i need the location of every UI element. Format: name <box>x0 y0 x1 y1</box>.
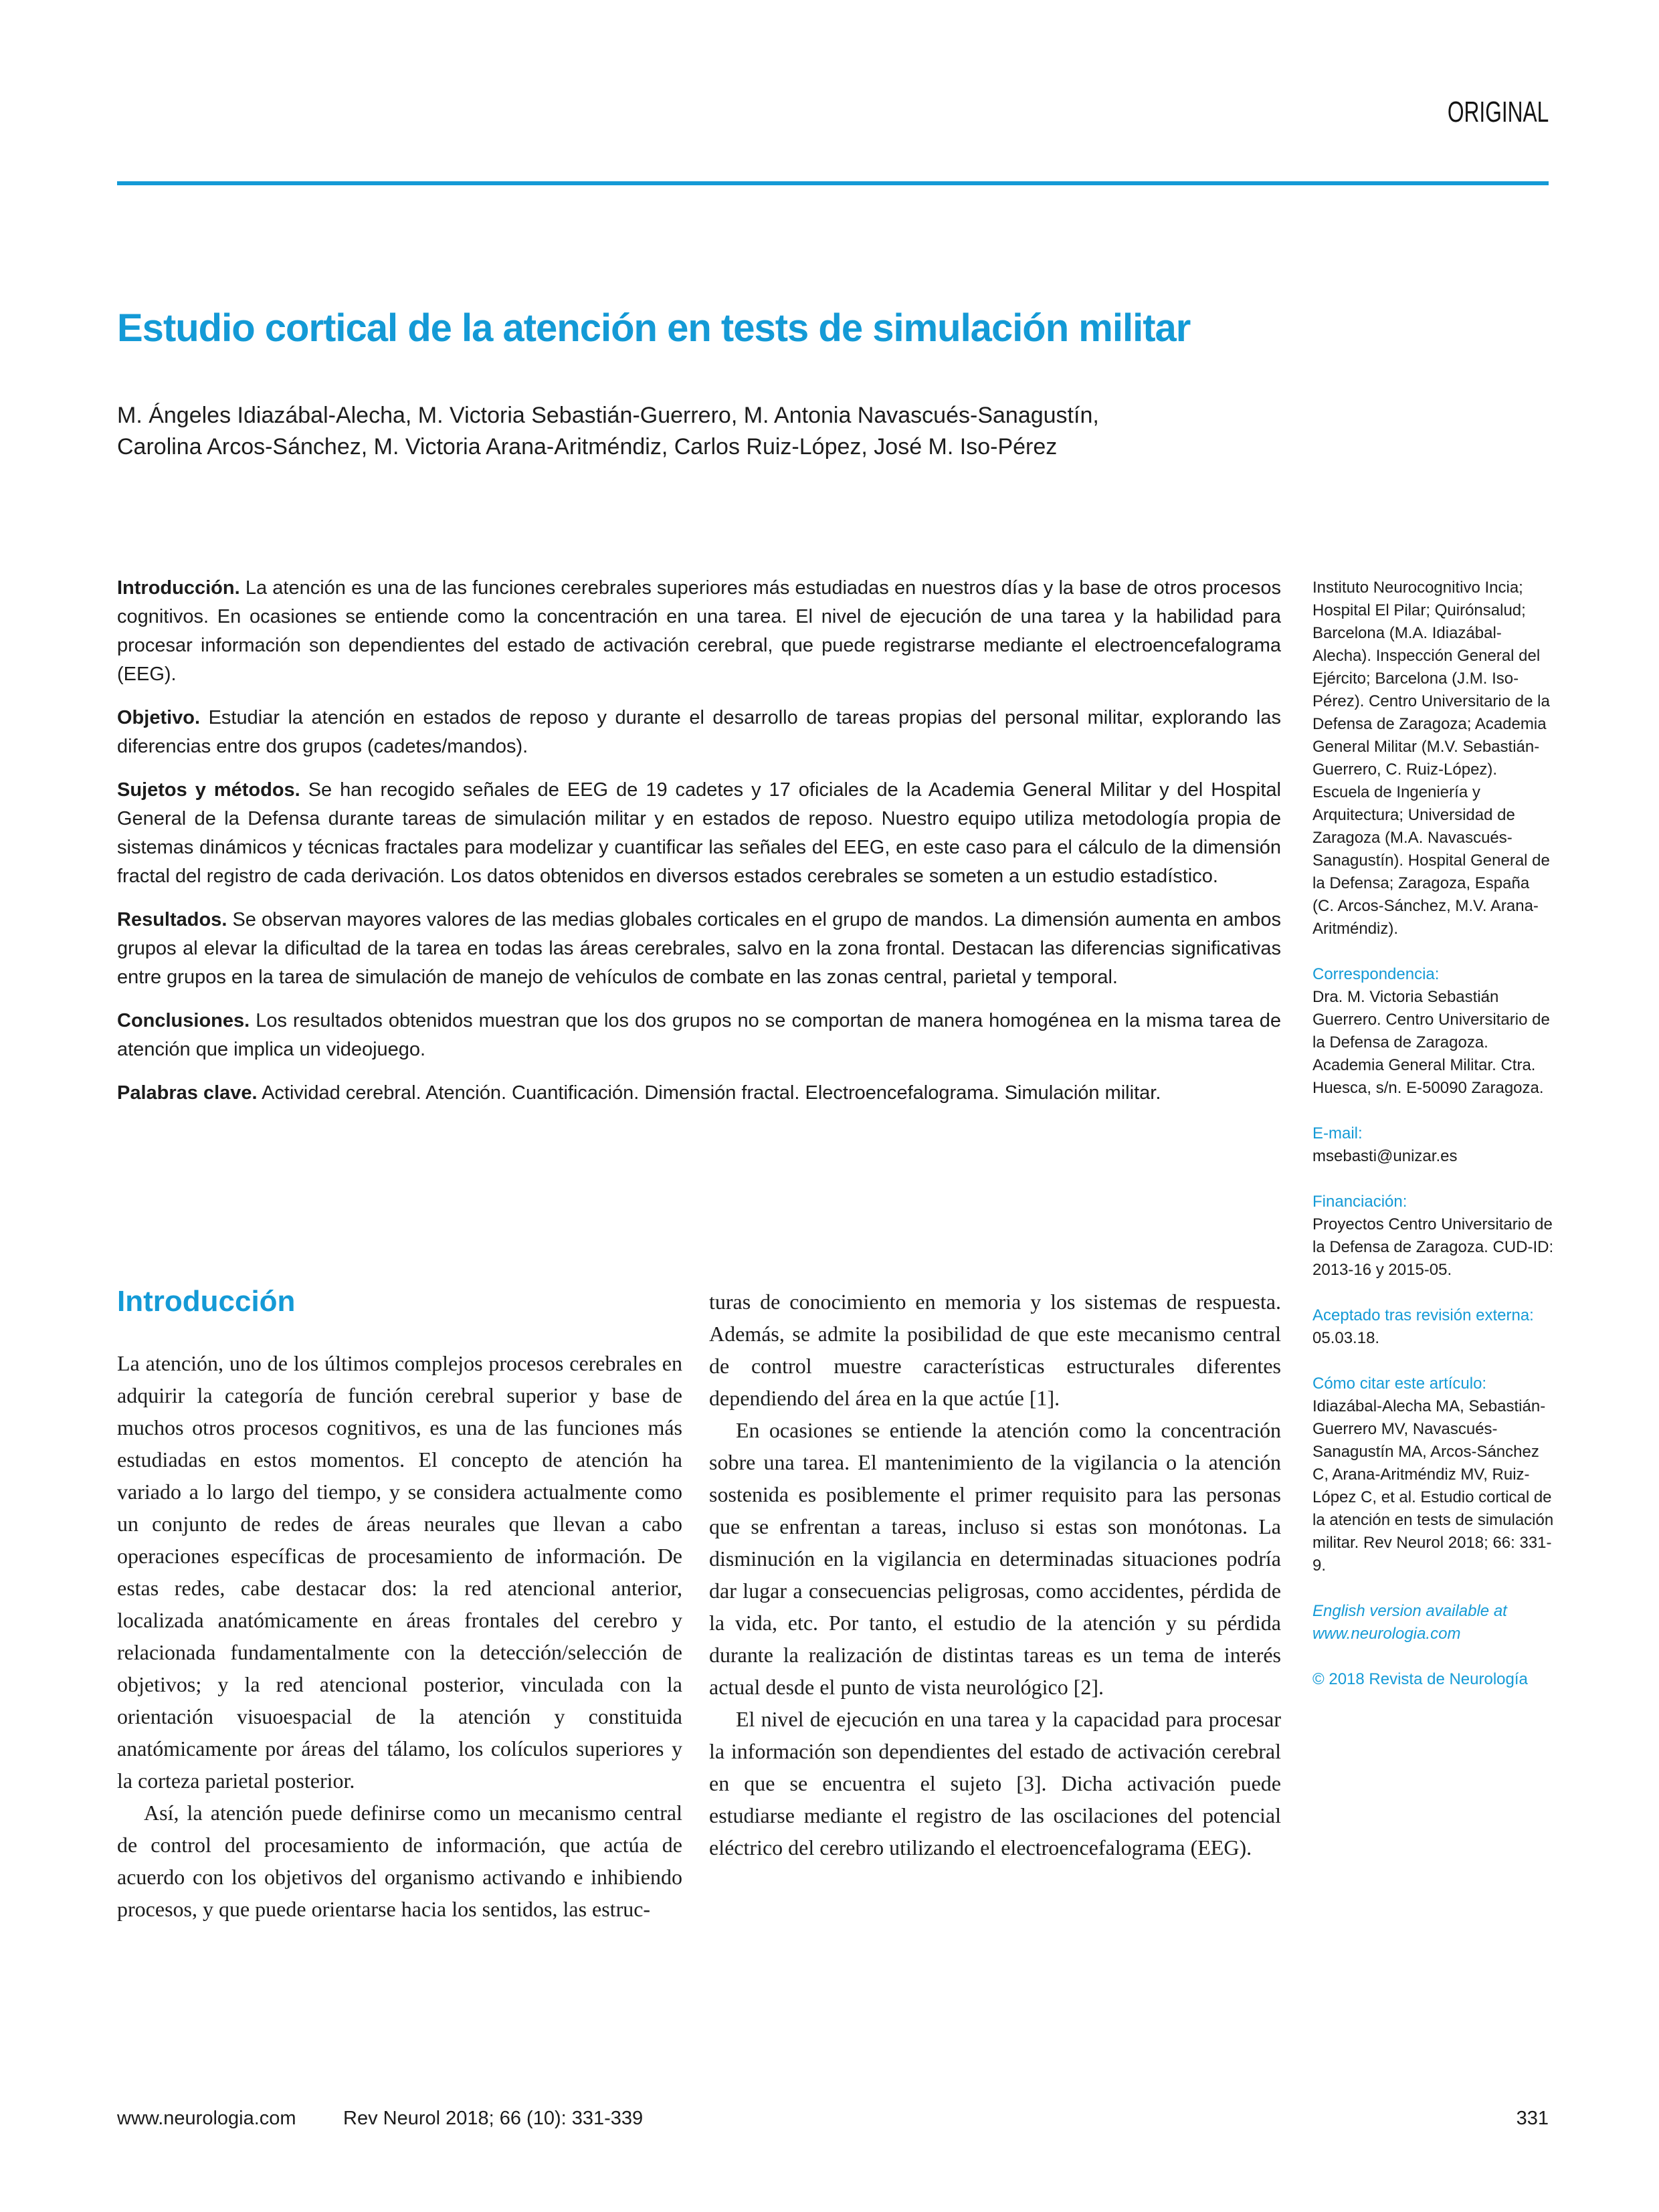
email-address-link[interactable]: msebasti@unizar.es <box>1312 1147 1458 1165</box>
accepted-date: 05.03.18. <box>1312 1329 1380 1347</box>
footer-journal-citation: Rev Neurol 2018; 66 (10): 331-339 <box>343 2108 644 2129</box>
body-column-2 <box>709 1286 1281 1925</box>
funding-block <box>1312 1191 1555 1282</box>
body-paragraph: Así, la atención puede definirse como un mecanismo central de control del procesamiento de información, que actúa de acuerdo con los objetivos del organismo activando e inhibiendo procesos, y que puede orientarse hacia los sentidos, las estruc- <box>117 1801 682 1921</box>
accepted-label: Aceptado tras revisión externa: <box>1312 1306 1534 1324</box>
citation-block <box>1312 1373 1555 1577</box>
abstract-label-resultados: Resultados. <box>117 909 227 930</box>
abstract-text-palabras-clave: Actividad cerebral. Atención. Cuantificación. Dimensión fractal. Electroencefalograma. Simulación militar. <box>262 1082 1161 1104</box>
article-body <box>117 1286 1281 1925</box>
correspondence-block <box>1312 963 1555 1100</box>
email-block <box>1312 1122 1555 1168</box>
abstract-section-palabras-clave <box>117 1079 1281 1108</box>
body-paragraph: El nivel de ejecución en una tarea y la capacidad para procesar la información son dependientes del estado de activación cerebral en que se encuentra el sujeto [3]. Dicha activación puede estudiarse mediante el registro de las oscilaciones del potencial eléctrico del cerebro utilizando el electroencefalograma (EEG). <box>709 1707 1281 1859</box>
abstract-section-conclusiones <box>117 1007 1281 1064</box>
accepted-block <box>1312 1304 1555 1350</box>
correspondence-label: Correspondencia: <box>1312 965 1440 983</box>
abstract-text-objetivo: Estudiar la atención en estados de reposo y durante el desarrollo de tareas propias del personal militar, explorando las diferencias entre dos grupos (cadetes/mandos). <box>117 707 1282 757</box>
cite-label: Cómo citar este artículo: <box>1312 1375 1487 1393</box>
footer-site-link[interactable]: www.neurologia.com <box>117 2108 296 2129</box>
funding-label: Financiación: <box>1312 1193 1407 1211</box>
correspondence-text: Dra. M. Victoria Sebastián Guerrero. Centro Universitario de la Defensa de Zaragoza. Academia General Militar. Ctra. Huesca, s/n. E-50090 Zaragoza. <box>1312 988 1550 1097</box>
abstract-text-conclusiones: Los resultados obtenidos muestran que los dos grupos no se comportan de manera homogénea en la misma tarea de atención que implica un videojuego. <box>117 1010 1281 1060</box>
abstract-section-introduccion <box>117 574 1281 689</box>
abstract-label-sujetos-metodos: Sujetos y métodos. <box>117 779 300 801</box>
abstract-text-introduccion: La atención es una de las funciones cerebrales superiores más estudiadas en nuestros días y la base de otros procesos cognitivos. En ocasiones se entiende como la concentración en una tarea. El nivel de ejecución de una tarea y la habilidad para procesar información son dependientes del estado de activación cerebral, que puede registrarse mediante el electroencefalograma (EEG). <box>117 577 1281 685</box>
author-line-1: M. Ángeles Idiazábal-Alecha, M. Victoria Sebastián-Guerrero, M. Antonia Navascués-Sanagustín, <box>117 403 1099 428</box>
abstract-section-sujetos-metodos <box>117 776 1281 891</box>
abstract-section-resultados <box>117 906 1281 992</box>
author-list <box>117 400 1308 463</box>
abstract-text-sujetos-metodos: Se han recogido señales de EEG de 19 cadetes y 17 oficiales de la Academia General Militar y del Hospital General de la Defensa durante tareas de simulación militar y en estados de reposo. Nuestro equipo utiliza metodología propia de sistemas dinámicos y técnicas fractales para modelizar y cuantificar las señales del EEG, en este caso para el cálculo de la dimensión fractal del registro de cada derivación. Los datos obtenidos en diversos estados cerebrales se someten a un estudio estadístico. <box>117 779 1281 887</box>
english-version-link[interactable]: English version available at www.neurologia.com <box>1312 1602 1507 1643</box>
section-heading-introduccion: Introducción <box>117 1285 296 1318</box>
body-paragraph: turas de conocimiento en memoria y los sistemas de respuesta. Además, se admite la posibilidad de que este mecanismo central de control muestre características estructurales diferentes dependiendo del área en la que actúe [1]. <box>709 1290 1281 1410</box>
abstract-label-objetivo: Objetivo. <box>117 707 201 728</box>
article-type-label: ORIGINAL <box>1447 96 1549 128</box>
page-title: Estudio cortical de la atención en tests de simulación militar <box>117 306 1191 350</box>
header-rule <box>117 181 1549 185</box>
body-column-1 <box>117 1286 682 1925</box>
affiliations: Instituto Neurocognitivo Incia; Hospital El Pilar; Quirónsalud; Barcelona (M.A. Idiazábal-Alecha). Inspección General del Ejército; Barcelona (J.M. Iso-Pérez). Centro Universitario de la Defensa de Zaragoza; Academia General Militar (M.V. Sebastián-Guerrero, C. Ruiz-López). Escuela de Ingeniería y Arquitectura; Universidad de Zaragoza (M.A. Navascués-Sanagustín). Hospital General de la Defensa; Zaragoza, España (C. Arcos-Sánchez, M.V. Arana-Aritméndiz). <box>1312 579 1550 938</box>
abstract-text-resultados: Se observan mayores valores de las medias globales corticales en el grupo de mandos. La dimensión aumenta en ambos grupos al elevar la dificultad de la tarea en todas las áreas cerebrales, salvo en la zona frontal. Destacan las diferencias significativas entre grupos en la tarea de simulación de manejo de vehículos de combate en las zonas central, parietal y temporal. <box>117 909 1281 988</box>
abstract-label-conclusiones: Conclusiones. <box>117 1010 250 1031</box>
page-footer <box>117 2107 1549 2134</box>
email-label: E-mail: <box>1312 1124 1363 1142</box>
abstract-section-objetivo <box>117 704 1281 761</box>
body-paragraph: En ocasiones se entiende la atención como la concentración sobre una tarea. El mantenimiento de la vigilancia o la atención sostenida es posiblemente el primer requisito para las personas que se enfrentan a tareas, incluso si estas son monótonas. La disminución en la vigilancia en determinadas situaciones podría dar lugar a consecuencias peligrosas, como accidentes, pérdida de la vida, etc. Por tanto, el estudio de la atención y su pérdida durante la realización de distintas tareas es un tema de interés actual desde el punto de vista neurológico [2]. <box>709 1418 1281 1699</box>
copyright-notice: © 2018 Revista de Neurología <box>1312 1670 1528 1688</box>
author-line-2: Carolina Arcos-Sánchez, M. Victoria Arana-Aritméndiz, Carlos Ruiz-López, José M. Iso-Pérez <box>117 434 1058 460</box>
abstract-label-palabras-clave: Palabras clave. <box>117 1082 258 1104</box>
footer-page-number: 331 <box>1516 2108 1549 2129</box>
abstract <box>117 574 1281 1122</box>
article-metadata-sidebar <box>1312 577 1555 1714</box>
funding-text: Proyectos Centro Universitario de la Defensa de Zaragoza. CUD-ID: 2013-16 y 2015-05. <box>1312 1215 1554 1279</box>
body-paragraph: La atención, uno de los últimos complejos procesos cerebrales en adquirir la categoría de función cerebral superior y base de muchos otros procesos cognitivos, es una de las funciones más estudiadas en estos momentos. El concepto de atención ha variado a lo largo del tiempo, y se considera actualmente como un conjunto de redes de áreas neurales que llevan a cabo operaciones específicas de procesamiento de información. De estas redes, cabe destacar dos: la red atencional anterior, localizada anatómicamente en áreas frontales del cerebro y relacionada fundamentalmente con la detección/selección de objetivos; y la red atencional posterior, vinculada con la orientación visuoespacial de la atención y constituida anatómicamente por áreas del tálamo, los colículos superiores y la corteza parietal posterior. <box>117 1351 682 1793</box>
abstract-label-introduccion: Introducción. <box>117 577 240 599</box>
cite-text: Idiazábal-Alecha MA, Sebastián-Guerrero MV, Navascués-Sanagustín MA, Arcos-Sánchez C, Arana-Aritméndiz MV, Ruiz-López C, et al. Estudio cortical de la atención en tests de simulación militar. Rev Neurol 2018; 66: 331-9. <box>1312 1397 1554 1575</box>
